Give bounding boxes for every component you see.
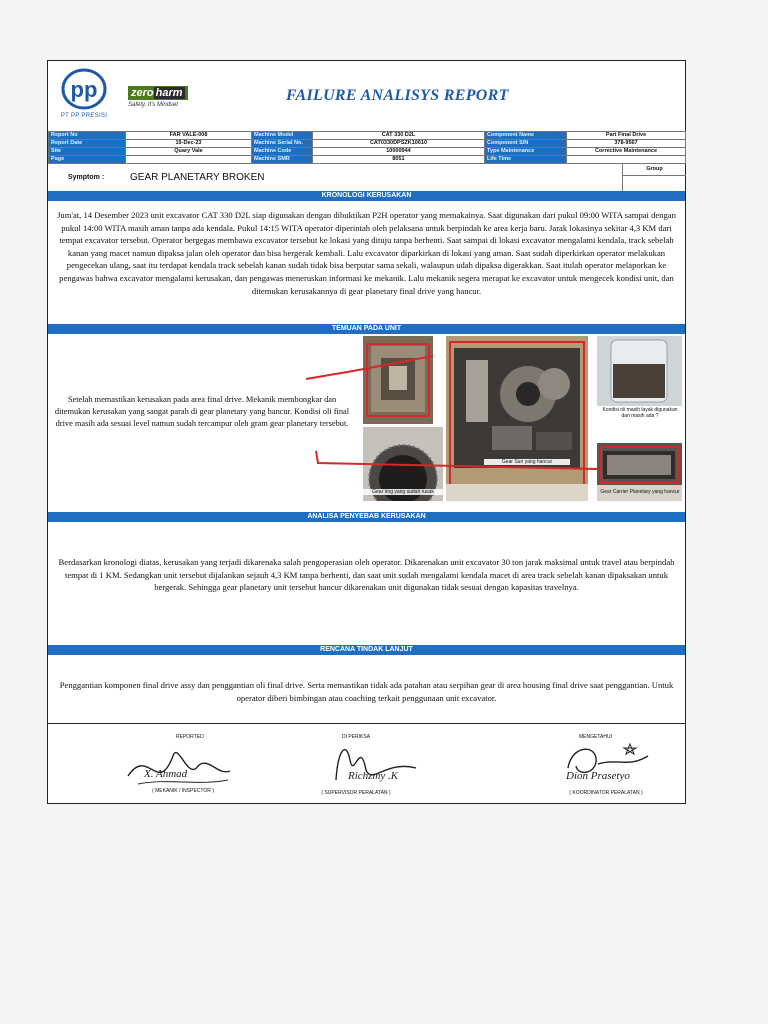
info-value: 10000944 xyxy=(313,148,485,156)
sig-known-label: MENGETAHUI xyxy=(579,734,612,740)
sig-known-role: ( KOORDINATOR PERALATAN ) xyxy=(569,790,643,796)
section-bar-analisa: ANALISA PENYEBAB KERUSAKAN xyxy=(48,512,685,522)
info-label: Site xyxy=(49,148,126,156)
rencana-text: Penggantian komponen final drive assy dan penggantian oli final drive. Serta memastikan tidak ada patahan atau serpihan gear di area housing final drive saat penggantian. Untuk operator diberi bimbingan atau coaching terkait penggunaan unit excavator. xyxy=(59,680,674,703)
analisa-text: Berdasarkan kronologi diatas, kerusakan yang terjadi dikarenaka salah pengoperasian oleh operator. Dikarenakan unit excavator 30 ton jarak maksimal untuk travel atau berpindah tempat di 1 KM. Sedangkan unit tersebut dijalankan sejauh 4,3 KM tanpa berhenti, dan saat unit sudah mengalami kendala macet di area track sebelah kanan dipaksakan untuk bergerak. Sehingga gear planetary unit tersebut hancur dikarenakan unit digunakan tidak sesuai dengan kapasitas travelnya. xyxy=(58,557,675,593)
zero-harm-text: zero xyxy=(131,87,154,99)
zero-harm-text-b: harm xyxy=(155,87,183,99)
info-value: 378-9567 xyxy=(567,140,686,148)
temuan-text: Setelah memastikan kerusakan pada area final drive. Mekanik membongkar dan ditemukan kerusakan yang sangat parah di gear planetary yang hancur. Kondisi oli final drive masih ada sesuai level namun sudah tercampur oleh gram gear planetary tersebut. xyxy=(54,395,350,428)
info-value: 19-Dec-23 xyxy=(126,140,252,148)
sig-known-name: Dion Prasetyo xyxy=(566,770,630,782)
symptom-value: GEAR PLANETARY BROKEN xyxy=(130,172,265,183)
report-sheet xyxy=(47,60,686,804)
caption-gear-sun: Gear Sun yang hancur xyxy=(484,459,570,465)
info-label: Machine Code xyxy=(252,148,313,156)
caption-gear-carrier: Gear Carrier Planetary yang hancur xyxy=(600,489,680,495)
info-label: Life Time xyxy=(485,156,567,164)
info-label: Component S/N xyxy=(485,140,567,148)
info-value: CAT 330 D2L xyxy=(313,132,485,140)
sig-reported-label: REPORTED xyxy=(176,734,204,740)
sig-reported-role: ( MEKANIK / INSPECTOR ) xyxy=(152,788,214,794)
section-bar-kronologi: KRONOLOGI KERUSAKAN xyxy=(48,191,685,201)
info-label: Report No xyxy=(49,132,126,140)
info-label: Component Name xyxy=(485,132,567,140)
company-name: PT PP PRESISI xyxy=(60,113,108,119)
info-value: CAT0330DPSZK10610 xyxy=(313,140,485,148)
sig-reported-name: X. Ahmad xyxy=(144,768,188,780)
info-value: 8051 xyxy=(313,156,485,164)
info-label: Type Maintenance xyxy=(485,148,567,156)
info-label: Machine Model xyxy=(252,132,313,140)
info-value: Part Final Drive xyxy=(567,132,686,140)
zero-harm-tagline: Safety, It's Mindset xyxy=(128,102,179,108)
section-bar-temuan: TEMUAN PADA UNIT xyxy=(48,324,685,334)
caption-gear-ring: Gear ring yang sudah rusak xyxy=(363,489,443,495)
signature-reported-icon xyxy=(118,736,238,792)
info-label: Report Date xyxy=(49,140,126,148)
info-value: Corrective Maintenance xyxy=(567,148,686,156)
group-label: Group xyxy=(622,164,686,175)
info-label: Page xyxy=(49,156,126,164)
sig-checked-label: DI PERIKSA xyxy=(342,734,371,740)
kronologi-text: Jum'at, 14 Desember 2023 unit excavator CAT 330 D2L siap digunakan dengan dibuktikan P2H operator yang memakainya. Saat digunakan dari pukul 09:00 WITA sampai dengan pukul 14:00 WITA masih aman tanpa ada kendala. Pukul 14:15 WITA operator diperintah oleh pelaksana untuk berpindah ke area kerja baru. Jarak lokasinya sekitar 4,3 KM dari tempat excavator tersebut. Operator bergegas membawa excavator tersebut ke lokasi yang dituju tanpa berhenti. Saat sampai di lokasi excavator mengalami kendala, track sebelah kanan yang macet namun dipaksa jalan oleh operator dan bisa bergerak kembali. Lalu excavator diparkirkan di lokasi yang aman. Saat sudah diperkirkan operator melakukan pengecekan ulang, saat itu terdapat kendala track sebelah kanan sudah tidak bisa berputar sama sekali, walaupun udah dipaksa digerakkan. Saat itulah operator melaporkan ke pengawas bahwa excavator mengalami kerusakan, dan pengawas meneruskan informasi ke mekanik. Lalu mekanik segera merapat ke excavator untuk mengecek kondisi unit, dan ditemukan kerusakannya di gear planetary final drive yang hancur. xyxy=(57,210,676,296)
info-label: Machine Serial No. xyxy=(252,140,313,148)
svg-text:pp: pp xyxy=(70,77,98,102)
report-title: FAILURE ANALISYS REPORT xyxy=(286,87,509,104)
symptom-label: Symptom : xyxy=(68,174,105,181)
caption-oil: Kondisi oli masih layak digunakan dan masih ada ? xyxy=(602,407,678,419)
signature-section xyxy=(48,723,685,806)
info-label: Machine SMR xyxy=(252,156,313,164)
section-bar-rencana: RENCANA TINDAK LANJUT xyxy=(48,645,685,655)
sig-checked-role: ( SUPERVISOR PERALATAN ) xyxy=(321,790,391,796)
info-value: Quary Vale xyxy=(126,148,252,156)
info-value: FAR VALE-008 xyxy=(126,132,252,140)
sig-checked-name: Richzmy .K xyxy=(348,770,399,782)
